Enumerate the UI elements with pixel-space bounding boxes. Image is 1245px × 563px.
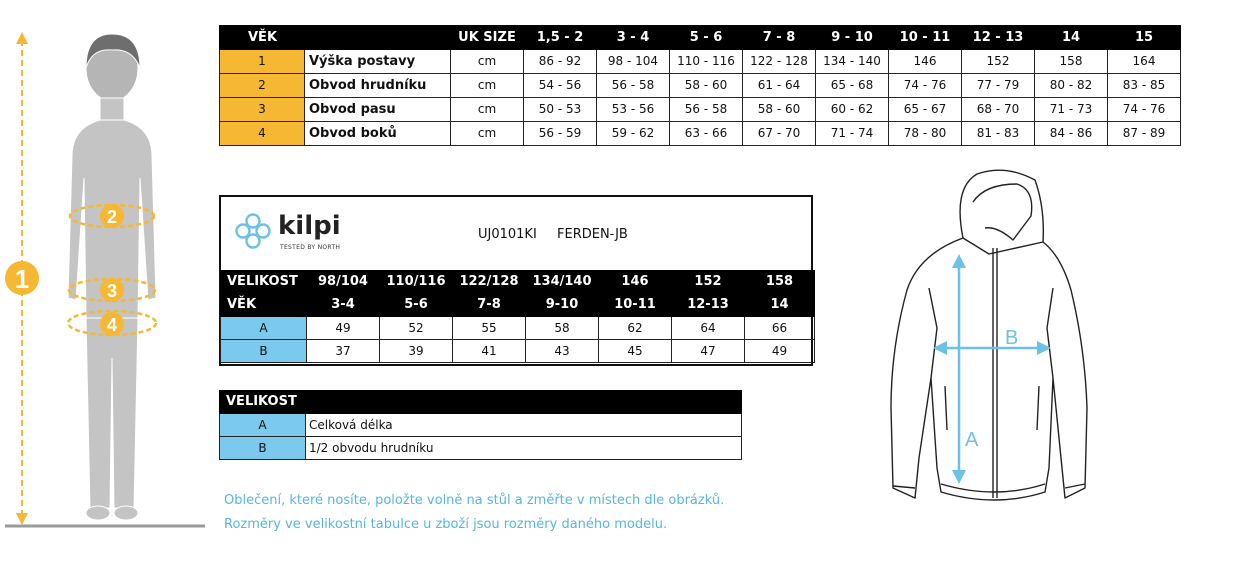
value-cell: 84 - 86	[1035, 122, 1108, 146]
body-measurement-figure	[0, 28, 215, 533]
value-cell: 56 - 58	[670, 98, 743, 122]
value-cell: 47	[672, 340, 745, 363]
legend-header-row	[220, 391, 742, 414]
size-cell: 122/128	[453, 271, 526, 294]
kilpi-logo-icon	[233, 211, 273, 251]
value-cell: 52	[380, 317, 453, 340]
value-cell: 110 - 116	[670, 50, 743, 74]
product-name: FERDEN-JB	[557, 227, 628, 242]
value-cell: 53 - 56	[597, 98, 670, 122]
row-label: Obvod boků	[305, 122, 451, 146]
legend-desc: Celková délka	[306, 414, 742, 437]
value-cell: 81 - 83	[962, 122, 1035, 146]
value-cell: 45	[599, 340, 672, 363]
value-cell: 50 - 53	[524, 98, 597, 122]
value-cell: 78 - 80	[889, 122, 962, 146]
value-cell: 64	[672, 317, 745, 340]
value-cell: 60 - 62	[816, 98, 889, 122]
instruction-note: Oblečení, které nosíte, položte volně na stůl a změřte v místech dle obrázků.	[224, 493, 725, 508]
unit-cell: cm	[451, 122, 524, 146]
unit-cell: cm	[451, 98, 524, 122]
value-cell: 66	[745, 317, 815, 340]
value-cell: 122 - 128	[743, 50, 816, 74]
value-cell: 98 - 104	[597, 50, 670, 74]
value-cell: 65 - 67	[889, 98, 962, 122]
jacket-illustration	[885, 168, 1090, 520]
value-cell: 71 - 74	[816, 122, 889, 146]
value-cell: 74 - 76	[889, 74, 962, 98]
size-cell: 110/116	[380, 271, 453, 294]
value-cell: 146	[889, 50, 962, 74]
age-cell: 10 - 11	[889, 26, 962, 50]
legend-header: VELIKOST	[220, 391, 306, 414]
value-cell: 39	[380, 340, 453, 363]
row-number: 3	[220, 98, 305, 122]
value-cell: 63 - 66	[670, 122, 743, 146]
row-number: 2	[220, 74, 305, 98]
row-label: A	[221, 317, 307, 340]
value-cell: 74 - 76	[1108, 98, 1181, 122]
age-label: VĚK	[221, 294, 307, 317]
value-cell: 68 - 70	[962, 98, 1035, 122]
age-cell: 5-6	[380, 294, 453, 317]
size-cell: 152	[672, 271, 745, 294]
value-cell: 62	[599, 317, 672, 340]
size-chart-table	[219, 25, 1181, 146]
age-cell: 14	[1035, 26, 1108, 50]
size-chart-header-row	[220, 26, 1181, 50]
marker-3: 3	[106, 281, 118, 301]
age-cell: 14	[745, 294, 815, 317]
legend-desc: 1/2 obvodu hrudníku	[306, 437, 742, 460]
value-cell: 55	[453, 317, 526, 340]
value-cell: 58 - 60	[670, 74, 743, 98]
value-cell: 65 - 68	[816, 74, 889, 98]
row-label: Obvod pasu	[305, 98, 451, 122]
value-cell: 67 - 70	[743, 122, 816, 146]
value-cell: 58	[526, 317, 599, 340]
value-cell: 86 - 92	[524, 50, 597, 74]
table-row	[220, 74, 1181, 98]
table-row	[220, 98, 1181, 122]
size-label: VELIKOST	[221, 271, 307, 294]
product-size-box	[219, 195, 813, 366]
value-cell: 49	[307, 317, 380, 340]
legend-label: B	[220, 437, 306, 460]
age-cell: 5 - 6	[670, 26, 743, 50]
value-cell: 37	[307, 340, 380, 363]
age-cell: 10-11	[599, 294, 672, 317]
marker-1: 1	[14, 264, 30, 294]
value-cell: 87 - 89	[1108, 122, 1181, 146]
value-cell: 164	[1108, 50, 1181, 74]
table-row	[220, 414, 742, 437]
size-cell: 158	[745, 271, 815, 294]
age-cell: 7 - 8	[743, 26, 816, 50]
jacket-label-a: A	[965, 429, 979, 451]
value-cell: 83 - 85	[1108, 74, 1181, 98]
value-cell: 71 - 73	[1035, 98, 1108, 122]
age-cell: 9-10	[526, 294, 599, 317]
jacket-label-b: B	[1005, 327, 1019, 349]
brand-tagline: TESTED BY NORTH	[280, 244, 341, 251]
row-label: Výška postavy	[305, 50, 451, 74]
unit-cell: cm	[451, 50, 524, 74]
row-number: 4	[220, 122, 305, 146]
legend-label: A	[220, 414, 306, 437]
age-cell: 3-4	[307, 294, 380, 317]
value-cell: 80 - 82	[1035, 74, 1108, 98]
value-cell: 41	[453, 340, 526, 363]
age-cell: 9 - 10	[816, 26, 889, 50]
legend-table	[219, 390, 742, 460]
value-cell: 54 - 56	[524, 74, 597, 98]
age-cell: 7-8	[453, 294, 526, 317]
value-cell: 134 - 140	[816, 50, 889, 74]
marker-4: 4	[106, 315, 118, 335]
table-row	[220, 437, 742, 460]
row-label: Obvod hrudníku	[305, 74, 451, 98]
product-measurement-table	[220, 270, 815, 363]
table-row	[221, 317, 815, 340]
value-cell: 59 - 62	[597, 122, 670, 146]
value-cell: 61 - 64	[743, 74, 816, 98]
value-cell: 77 - 79	[962, 74, 1035, 98]
age-header-row	[221, 294, 815, 317]
brand-name: kilpi	[278, 211, 341, 241]
uk-size-header: UK SIZE	[451, 26, 524, 50]
size-cell: 98/104	[307, 271, 380, 294]
unit-cell: cm	[451, 74, 524, 98]
age-cell: 15	[1108, 26, 1181, 50]
marker-2: 2	[106, 207, 118, 227]
age-cell: 3 - 4	[597, 26, 670, 50]
value-cell: 152	[962, 50, 1035, 74]
row-label: B	[221, 340, 307, 363]
age-cell: 12 - 13	[962, 26, 1035, 50]
age-header: VĚK	[220, 26, 305, 50]
age-cell: 1,5 - 2	[524, 26, 597, 50]
product-code: UJ0101KI	[478, 227, 537, 242]
age-cell: 12-13	[672, 294, 745, 317]
table-row	[220, 122, 1181, 146]
value-cell: 49	[745, 340, 815, 363]
table-row	[221, 340, 815, 363]
value-cell: 58 - 60	[743, 98, 816, 122]
value-cell: 158	[1035, 50, 1108, 74]
row-number: 1	[220, 50, 305, 74]
size-cell: 146	[599, 271, 672, 294]
table-row	[220, 50, 1181, 74]
value-cell: 43	[526, 340, 599, 363]
value-cell: 56 - 58	[597, 74, 670, 98]
instruction-note: Rozměry ve velikostní tabulce u zboží jsou rozměry daného modelu.	[224, 517, 668, 532]
value-cell: 56 - 59	[524, 122, 597, 146]
size-header-row	[221, 271, 815, 294]
size-cell: 134/140	[526, 271, 599, 294]
